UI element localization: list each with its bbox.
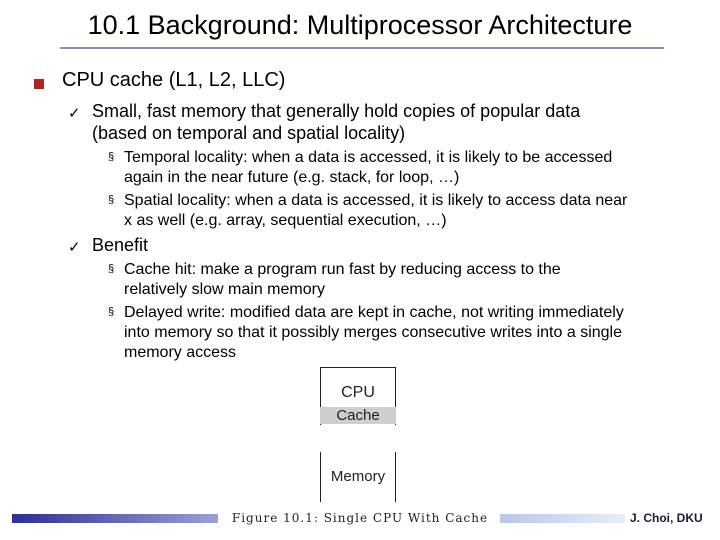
cpu-label: CPU xyxy=(341,384,375,401)
square-bullet: § xyxy=(108,151,115,163)
square-bullet: § xyxy=(108,194,115,206)
item-line: Small, fast memory that generally hold copies of popular data xyxy=(92,101,581,121)
subitem-text xyxy=(124,191,627,231)
item-line: (based on temporal and spatial locality) xyxy=(92,123,406,143)
subitem-line: Delayed write: modified data are kept in cache, not writing immediately xyxy=(124,304,624,321)
subitem-line: into memory so that it possibly merges consecutive writes into a single xyxy=(124,324,622,341)
checkmark-icon: ✓ xyxy=(68,105,81,122)
subitem-line: Cache hit: make a program run fast by reducing access to the xyxy=(124,261,561,278)
subitem-line: memory access xyxy=(124,344,237,361)
subitem-text xyxy=(124,260,561,300)
square-bullet: § xyxy=(108,263,115,275)
cache-label: Cache xyxy=(320,407,396,424)
subitem-line: again in the near future (e.g. stack, for loop, …) xyxy=(124,169,460,186)
slide-title: 10.1 Background: Multiprocessor Architecture xyxy=(87,10,633,40)
item-text xyxy=(92,100,580,144)
author-label: J. Choi, DKU xyxy=(630,511,703,525)
subitem-line: Spatial locality: when a data is accessed, it is likely to access data near xyxy=(124,192,628,209)
figure-caption: Figure 10.1: Single CPU With Cache xyxy=(231,511,489,525)
level1-bullet xyxy=(34,79,44,89)
cache-figure xyxy=(318,366,398,506)
subitem-line: Temporal locality: when a data is accessed, it is likely to be accessed xyxy=(124,149,613,166)
title-divider xyxy=(60,47,664,49)
square-bullet: § xyxy=(108,306,115,318)
subitem-text xyxy=(124,303,624,363)
checkmark-icon: ✓ xyxy=(68,239,81,256)
memory-label: Memory xyxy=(330,468,386,485)
figure-top-line xyxy=(320,367,396,368)
subitem-text xyxy=(124,148,612,188)
footer-bar-left xyxy=(12,514,218,523)
item-line: Benefit xyxy=(92,235,149,255)
footer-bar-right xyxy=(500,514,625,523)
item-text xyxy=(92,234,148,256)
subitem-line: x as well (e.g. array, sequential execution, …) xyxy=(124,212,447,229)
level1-heading: CPU cache (L1, L2, LLC) xyxy=(62,69,286,91)
subitem-line: relatively slow main memory xyxy=(124,281,325,298)
